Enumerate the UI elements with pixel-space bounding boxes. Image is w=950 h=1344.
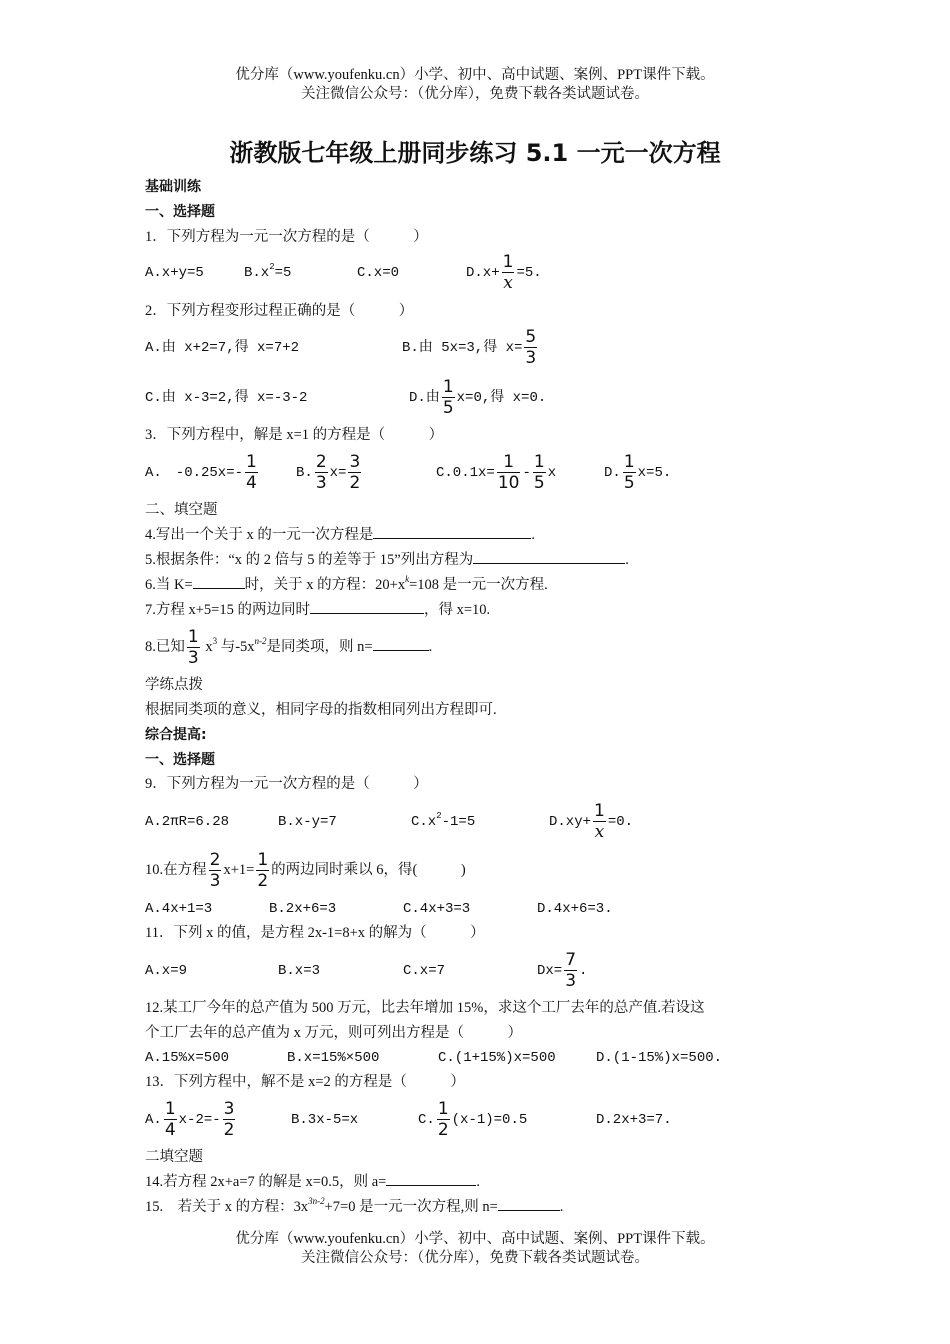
q8: 8.已知 $\frac{1}{3}$ $x^3$ 与$-5x^{n-2}$是同类项，则 n= . [145,627,433,668]
q3-option-d: D. $\frac{1}{5}$ x=5. [604,452,672,493]
footer-line-1: 优分库（www.youfenku.cn）小学、初中、高中试题、案例、PPT课件下载。 [235,1231,715,1247]
q13-option-a: A. $\frac{1}{4}$ x-2=- $\frac{3}{2}$ [145,1099,235,1140]
q10-option-b: B.2x+6=3 [269,901,337,917]
q14: 14.若方程 2x+a=7 的解是 x=0.5，则 a= . [145,1174,480,1190]
q15: 15. 若关于 x 的方程：$3x^{3n-2}+7=0$ 是一元一次方程,则 n= . [145,1196,564,1215]
q1-stem: 1．下列方程为一元一次方程的是（ ） [145,229,428,245]
answer-blank [473,550,625,564]
fraction: $\frac{7}{3}$ [565,950,577,991]
q13-option-d: D.2x+3=7. [596,1112,672,1128]
q12-option-a: A.15%x=500 [145,1050,230,1066]
q3-option-b: B. $\frac{2}{3}$ x= $\frac{3}{2}$ [296,452,361,493]
fraction: $\frac{5}{3}$ [525,327,537,368]
fraction: $\frac{1}{5}$ [533,452,545,493]
answer-blank [386,1172,476,1186]
fraction: $\frac{1}{2}$ [437,1099,449,1140]
q10-stem: 10.在方程 $\frac{2}{3}$ x+1= $\frac{1}{2}$ 的两边同时乘以 6，得( ) [145,850,466,891]
tip-title: 学练点拨 [145,677,203,693]
q4: 4.写出一个关于 x 的一元一次方程是 . [145,527,535,543]
fraction: $\frac{1}{4}$ [164,1099,176,1140]
section-choice-2: 一、选择题 [145,752,215,768]
q12-stem-line-1: 12.某工厂今年的总产值为 500 万元，比去年增加 15%，求这个工厂去年的总产值.若设这 [145,1000,705,1016]
section-basic-training: 基础训练 [145,179,201,195]
q1-option-b: $B.x^2=5$ [244,262,292,281]
footer-line-2: 关注微信公众号：（优分库），免费下载各类试题试卷。 [301,1250,649,1266]
q1-option-d: D.x+ $\frac{1}{x}$ =5. [466,252,542,293]
q11-option-d: Dx= $\frac{7}{3}$ . [537,950,588,991]
section-choice-1: 一、选择题 [145,204,215,220]
q11-stem: 11．下列 x 的值，是方程 2x-1=8+x 的解为（ ） [145,925,485,941]
fraction: $\frac{1}{10}$ [497,452,520,493]
q13-stem: 13．下列方程中，解不是 x=2 的方程是（ ） [145,1074,465,1090]
q2-stem: 2．下列方程变形过程正确的是（ ） [145,303,414,319]
q11-option-a: A.x=9 [145,963,188,979]
q1-option-c: C.x=0 [357,265,400,281]
answer-blank [373,637,429,651]
q9-option-b: B.x-y=7 [278,814,337,830]
answer-blank [193,575,245,589]
fraction: $\frac{3}{2}$ [223,1099,235,1140]
fraction: $\frac{2}{3}$ [209,850,221,891]
q3-option-c: C.0.1x= $\frac{1}{10}$ - $\frac{1}{5}$ x [436,452,557,493]
fraction: $\frac{1}{2}$ [257,850,269,891]
section-advanced: 综合提高: [145,727,207,743]
fraction: $\frac{1}{5}$ [442,377,454,418]
section-fill-2: 二填空题 [145,1149,203,1165]
q12-stem-line-2: 个工厂去年的总产值为 x 万元，则可列出方程是（ ） [145,1025,522,1041]
fraction: $\frac{1}{3}$ [187,627,199,668]
answer-blank [498,1197,560,1211]
section-fill-1: 二、填空题 [145,502,218,518]
q6: 6.当 K= 时，关于 x 的方程：$20+x^k=108$ 是一元一次方程. [145,574,548,593]
fraction: $\frac{1}{5}$ [623,452,635,493]
q9-stem: 9．下列方程为一元一次方程的是（ ） [145,776,428,792]
q3-option-a: A. -0.25x=- $\frac{1}{4}$ [145,452,257,493]
header-line-1: 优分库（www.youfenku.cn）小学、初中、高中试题、案例、PPT课件下载。 [235,67,715,83]
q12-option-c: C.(1+15%)x=500 [438,1050,556,1066]
fraction: $\frac{1}{x}$ [502,252,514,293]
fraction: $\frac{3}{2}$ [349,452,361,493]
q10-option-a: A.4x+1=3 [145,901,213,917]
tip-text: 根据同类项的意义，相同字母的指数相同列出方程即可. [145,702,497,718]
q3-stem: 3．下列方程中，解是 x=1 的方程是（ ） [145,427,444,443]
q12-option-d: D.(1-15%)x=500. [596,1050,723,1066]
q10-option-d: D.4x+6=3. [537,901,613,917]
q5: 5.根据条件：“x 的 2 倍与 5 的差等于 15”列出方程为 . [145,552,629,568]
header-line-2: 关注微信公众号：（优分库），免费下载各类试题试卷。 [301,86,649,102]
q9-option-c: $C.x^2-1=5$ [411,811,476,830]
q13-option-b: B.3x-5=x [291,1112,359,1128]
q1-option-a: A.x+y=5 [145,265,204,281]
answer-blank [373,525,531,539]
fraction: $\frac{1}{4}$ [246,452,257,493]
q11-option-c: C.x=7 [403,963,446,979]
q10-option-c: C.4x+3=3 [403,901,471,917]
fraction: $\frac{1}{x}$ [594,801,605,842]
q2-option-b: B.由 5x=3,得 x= $\frac{5}{3}$ [402,327,537,368]
page-title: 浙教版七年级上册同步练习 5.1 一元一次方程 [229,139,721,167]
q9-option-d: D.xy+ $\frac{1}{x}$ =0. [549,801,634,842]
q2-option-d: D.由 $\frac{1}{5}$ x=0,得 x=0. [409,377,547,418]
q2-option-a: A.由 x+2=7,得 x=7+2 [145,340,300,356]
fraction: $\frac{2}{3}$ [315,452,327,493]
q9-option-a: A.2πR=6.28 [145,814,230,830]
answer-blank [310,600,424,614]
q2-option-c: C.由 x-3=2,得 x=-3-2 [145,390,308,406]
q11-option-b: B.x=3 [278,963,321,979]
q7: 7.方程 x+5=15 的两边同时 ，得 x=10. [145,602,491,618]
q12-option-b: B.x=15%×500 [287,1050,380,1066]
q13-option-c: C. $\frac{1}{2}$ (x-1)=0.5 [418,1099,528,1140]
